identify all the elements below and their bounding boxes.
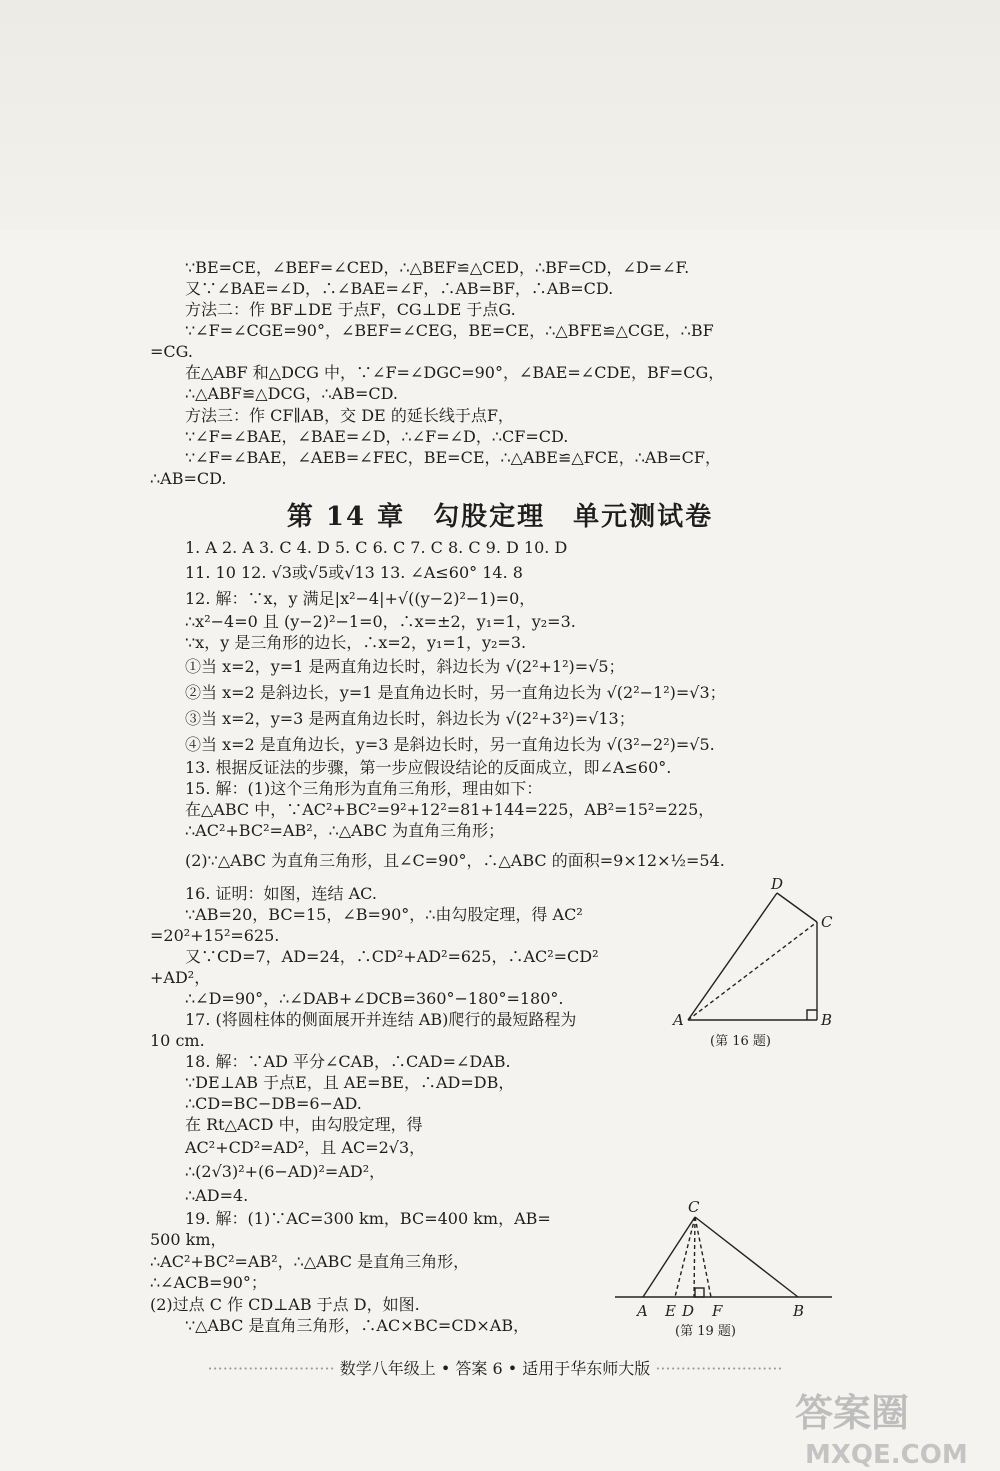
text-line: ∵BE=CE，∠BEF=∠CED，∴△BEF≌△CED，∴BF=CD，∠D=∠F. — [185, 258, 690, 277]
text-line: ∴(2√3)²+(6−AD)²=AD²， — [185, 1162, 386, 1181]
segment-ca — [643, 1217, 695, 1297]
segment-ac-dashed — [688, 922, 817, 1020]
text-line: 1. A 2. A 3. C 4. D 5. C 6. C 7. C 8. C 9. D 10. D — [185, 538, 568, 557]
text-line: ∵∠F=∠BAE，∠AEB=∠FEC，BE=CE，∴△ABE≌△FCE，∴AB=CF， — [185, 448, 721, 467]
text-line: ①当 x=2，y=1 是两直角边长时，斜边长为 √(2²+1²)=√5； — [185, 657, 625, 676]
label-d: D — [771, 875, 784, 893]
text-line: ∴AB=CD. — [150, 469, 227, 488]
text-line: 17. (将圆柱体的侧面展开并连结 AB)爬行的最短路程为 — [185, 1010, 577, 1029]
right-angle-mark — [695, 1288, 704, 1297]
figure-16-caption: (第 16 题) — [710, 1034, 771, 1049]
segment-cd — [694, 1217, 695, 1297]
text-line: ∴AC²+BC²=AB²，∴△ABC 为直角三角形； — [185, 821, 505, 840]
text-line: ②当 x=2 是斜边长，y=1 是直角边长时，另一直角边长为 √(2²−1²)=√3； — [185, 683, 726, 702]
segment-ad — [688, 893, 777, 1020]
text-line: 在 Rt△ACD 中，由勾股定理，得 — [185, 1115, 423, 1134]
footer-dots-right: ························· — [655, 1359, 783, 1378]
text-line: AC²+CD²=AD²，且 AC=2√3， — [185, 1138, 426, 1157]
text-line: 在△ABF 和△DCG 中，∵∠F=∠DGC=90°，∠BAE=∠CDE，BF=CG， — [185, 363, 725, 382]
text-line: 16. 证明：如图，连结 AC. — [185, 884, 377, 903]
label-d: D — [682, 1302, 695, 1320]
label-a: A — [637, 1302, 648, 1320]
text-line: 15. 解：(1)这个三角形为直角三角形，理由如下： — [185, 779, 543, 798]
figure-16 — [665, 875, 855, 1055]
text-line: ∴∠D=90°，∴∠DAB+∠DCB=360°−180°=180°. — [185, 989, 564, 1008]
blank-top-area — [0, 0, 1000, 230]
text-line: ∴∠ACB=90°； — [150, 1273, 267, 1292]
text-line: ∴△ABF≌△DCG，∴AB=CD. — [185, 384, 398, 403]
label-b: B — [821, 1011, 833, 1029]
text-line: 又∵CD=7，AD=24，∴CD²+AD²=625，∴AC²=CD² — [185, 947, 599, 966]
text-line: 方法二：作 BF⊥DE 于点F，CG⊥DE 于点G. — [185, 300, 516, 319]
text-line: ∵DE⊥AB 于点E，且 AE=BE，∴AD=DB， — [185, 1073, 515, 1092]
text-line: +AD²， — [150, 968, 211, 987]
text-line: ∴AD=4. — [185, 1186, 249, 1205]
text-line: ∵∠F=∠CGE=90°，∠BEF=∠CEG，BE=CE，∴△BFE≌△CGE，∴BF — [185, 321, 714, 340]
text-line: ∴AC²+BC²=AB²，∴△ABC 是直角三角形， — [150, 1252, 470, 1271]
footer-text: 数学八年级上 • 答案 6 • 适用于华东师大版 — [339, 1359, 651, 1378]
chapter-title: 第 14 章 勾股定理 单元测试卷 — [286, 502, 714, 532]
segment-cb — [695, 1217, 798, 1297]
segment-dc — [777, 893, 817, 922]
segment-ce — [675, 1217, 695, 1297]
text-line: 11. 10 12. √3或√5或√13 13. ∠A≤60° 14. 8 — [185, 563, 523, 582]
segment-cf — [695, 1217, 711, 1297]
text-line: =CG. — [150, 342, 193, 361]
watermark-logo — [785, 1378, 985, 1468]
label-e: E — [665, 1302, 676, 1320]
label-c: C — [688, 1200, 700, 1216]
text-line: 18. 解：∵AD 平分∠CAB，∴CAD=∠DAB. — [185, 1052, 511, 1071]
text-line: 500 km， — [150, 1230, 227, 1249]
text-line: =20²+15²=625. — [150, 926, 280, 945]
text-line: ∵AB=20，BC=15，∠B=90°，∴由勾股定理，得 AC² — [185, 905, 583, 924]
label-f: F — [712, 1302, 723, 1320]
text-line: 10 cm. — [150, 1031, 205, 1050]
text-line: ③当 x=2，y=3 是两直角边长时，斜边长为 √(2²+3²)=√13； — [185, 709, 635, 728]
text-line: ∴CD=BC−DB=6−AD. — [185, 1094, 362, 1113]
text-line: 方法三：作 CF∥AB，交 DE 的延长线于点F， — [185, 406, 514, 425]
watermark-top: 答案圈 — [795, 1391, 910, 1435]
text-line: (2)过点 C 作 CD⊥AB 于点 D，如图. — [150, 1295, 420, 1314]
text-line: 13. 根据反证法的步骤，第一步应假设结论的反面成立，即∠A≤60°. — [185, 758, 672, 777]
figure-19-caption: (第 19 题) — [675, 1324, 736, 1339]
text-line: (2)∵△ABC 为直角三角形，且∠C=90°，∴△ABC 的面积=9×12×½=54. — [185, 851, 725, 870]
text-line: ∴x²−4=0 且 (y−2)²−1=0，∴x=±2，y₁=1，y₂=3. — [185, 612, 576, 631]
figure-19 — [610, 1200, 840, 1350]
text-line: ∵∠F=∠BAE，∠BAE=∠D，∴∠F=∠D，∴CF=CD. — [185, 427, 569, 446]
footer-dots-left: ························· — [207, 1359, 335, 1378]
text-line: 12. 解：∵x，y 满足|x²−4|+√((y−2)²−1)=0， — [185, 589, 536, 608]
text-line: ④当 x=2 是直角边长，y=3 是斜边长时，另一直角边长为 √(3²−2²)=√5. — [185, 735, 715, 754]
watermark-bottom: MXQE.COM — [805, 1440, 968, 1468]
label-a: A — [673, 1011, 684, 1029]
label-b: B — [793, 1302, 805, 1320]
right-angle-mark — [807, 1010, 817, 1020]
text-line: 19. 解：(1)∵AC=300 km，BC=400 km，AB= — [185, 1209, 551, 1228]
text-line: 在△ABC 中，∵AC²+BC²=9²+12²=81+144=225，AB²=15²=225， — [185, 800, 715, 819]
page-footer — [145, 1356, 845, 1379]
text-line: ∵△ABC 是直角三角形，∴AC×BC=CD×AB， — [185, 1316, 530, 1335]
label-c: C — [821, 913, 833, 931]
text-line: ∵x，y 是三角形的边长，∴x=2，y₁=1，y₂=3. — [185, 633, 527, 652]
text-line: 又∵∠BAE=∠D，∴∠BAE=∠F，∴AB=BF，∴AB=CD. — [185, 279, 614, 298]
